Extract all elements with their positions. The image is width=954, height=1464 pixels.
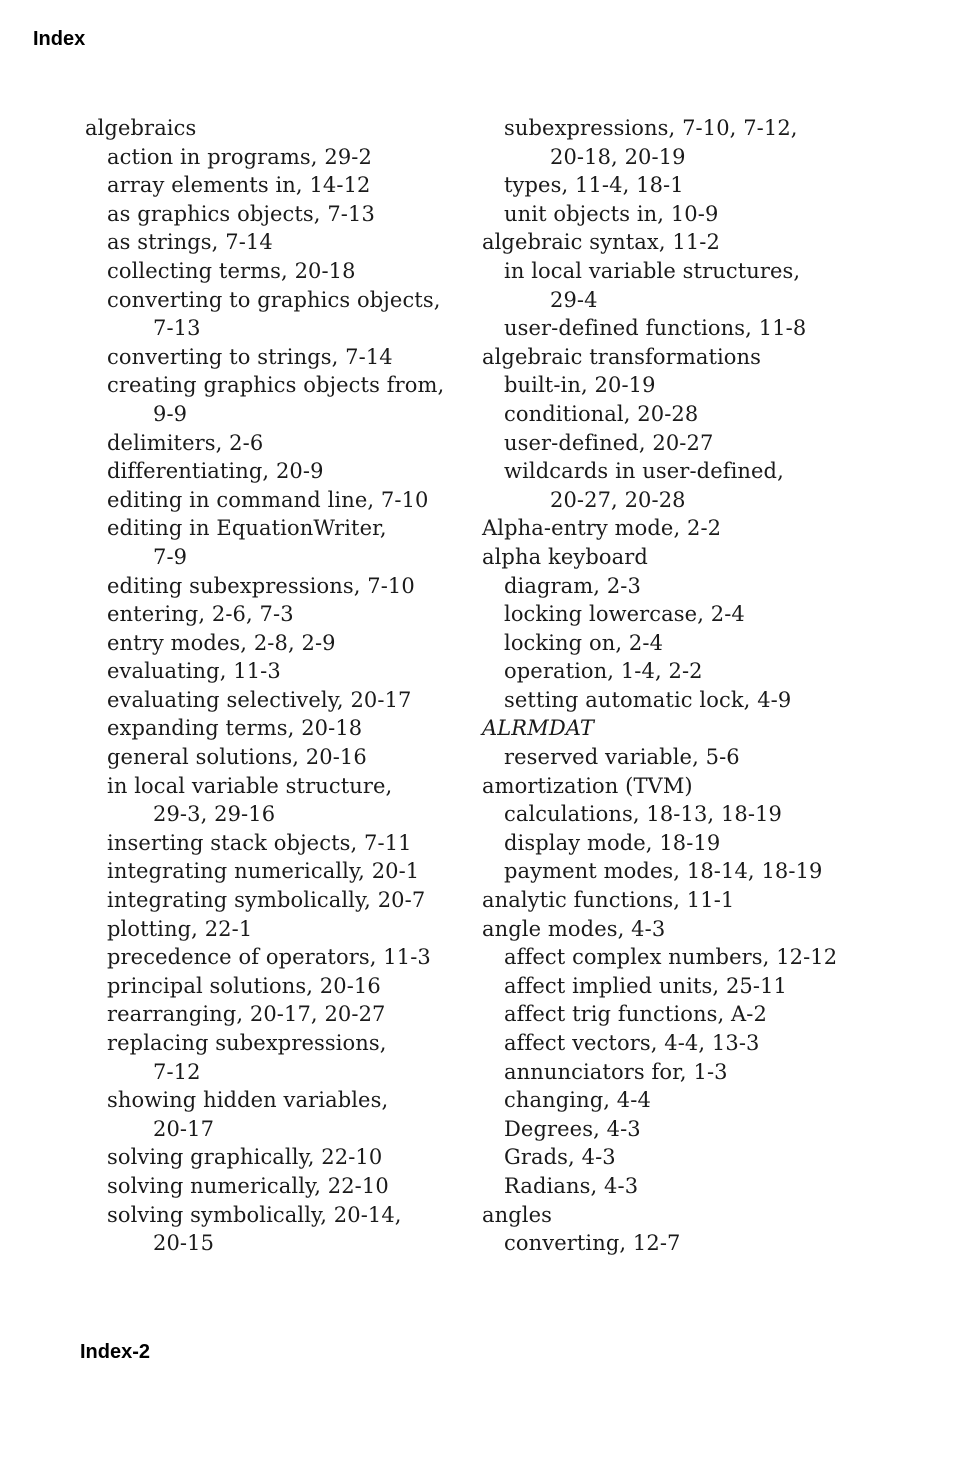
index-subentry: entering, 2-6, 7-3 <box>107 602 294 627</box>
index-subentry: evaluating selectively, 20-17 <box>107 687 412 712</box>
index-subentry: setting automatic lock, 4-9 <box>504 687 792 712</box>
index-subentry: delimiters, 2-6 <box>107 430 264 455</box>
index-subentry: as graphics objects, 7-13 <box>107 201 375 226</box>
index-subentry: principal solutions, 20-16 <box>107 973 381 998</box>
index-subentry: differentiating, 20-9 <box>107 459 324 484</box>
index-subentry: plotting, 22-1 <box>107 916 253 941</box>
index-subentry: conditional, 20-28 <box>504 401 699 426</box>
index-subentry: types, 11-4, 18-1 <box>504 173 684 198</box>
index-continuation: 29-4 <box>550 287 598 312</box>
index-subentry: annunciators for, 1-3 <box>504 1059 728 1084</box>
index-column-right <box>482 114 902 1258</box>
index-entry: algebraic syntax, 11-2 <box>482 230 720 255</box>
index-subentry: as strings, 7-14 <box>107 230 273 255</box>
index-subentry: collecting terms, 20-18 <box>107 258 356 283</box>
index-subentry: display mode, 18-19 <box>504 830 721 855</box>
index-subentry: Degrees, 4-3 <box>504 1116 641 1141</box>
index-subentry: converting, 12-7 <box>504 1231 681 1256</box>
index-subentry: solving graphically, 22-10 <box>107 1145 383 1170</box>
index-entry: ALRMDAT <box>482 716 594 741</box>
index-subentry: creating graphics objects from, <box>107 373 445 398</box>
running-head: Index <box>33 28 86 50</box>
index-subentry: general solutions, 20-16 <box>107 745 367 770</box>
index-entry: algebraics <box>85 116 197 140</box>
index-continuation: 20-18, 20-19 <box>550 144 686 169</box>
index-continuation: 7-12 <box>153 1059 201 1084</box>
index-subentry: diagram, 2-3 <box>504 573 641 598</box>
index-column-left <box>85 114 505 1258</box>
index-entry: alpha keyboard <box>482 544 648 569</box>
index-subentry: precedence of operators, 11-3 <box>107 945 431 970</box>
index-continuation: 7-13 <box>153 316 201 341</box>
index-subentry: reserved variable, 5-6 <box>504 745 740 770</box>
index-subentry: operation, 1-4, 2-2 <box>504 659 703 684</box>
index-continuation: 9-9 <box>153 401 188 426</box>
index-continuation: 20-15 <box>153 1231 215 1256</box>
index-continuation: 7-9 <box>153 544 188 569</box>
index-subentry: wildcards in user-defined, <box>504 459 784 484</box>
index-subentry: action in programs, 29-2 <box>107 144 372 169</box>
index-subentry: showing hidden variables, <box>107 1088 389 1113</box>
index-subentry: affect trig functions, A-2 <box>504 1002 767 1027</box>
index-subentry: solving symbolically, 20-14, <box>107 1202 402 1227</box>
index-subentry: affect vectors, 4-4, 13-3 <box>504 1031 760 1055</box>
index-subentry: affect complex numbers, 12-12 <box>504 945 838 970</box>
index-subentry: rearranging, 20-17, 20-27 <box>107 1002 386 1027</box>
index-continuation: 29-3, 29-16 <box>153 802 276 827</box>
index-subentry: user-defined, 20-27 <box>504 430 714 455</box>
index-subentry: calculations, 18-13, 18-19 <box>504 802 782 827</box>
index-subentry: locking on, 2-4 <box>504 630 664 655</box>
page-number: Index-2 <box>80 1341 151 1363</box>
index-continuation: 20-27, 20-28 <box>550 487 686 512</box>
index-subentry: evaluating, 11-3 <box>107 659 281 684</box>
index-continuation: 20-17 <box>153 1116 215 1141</box>
index-subentry: subexpressions, 7-10, 7-12, <box>504 116 798 140</box>
index-subentry: converting to strings, 7-14 <box>107 344 393 369</box>
index-subentry: expanding terms, 20-18 <box>107 716 363 741</box>
index-subentry: built-in, 20-19 <box>504 373 656 398</box>
index-subentry: editing in EquationWriter, <box>107 516 387 541</box>
index-subentry: entry modes, 2-8, 2-9 <box>107 630 336 655</box>
index-subentry: array elements in, 14-12 <box>107 173 371 198</box>
index-subentry: replacing subexpressions, <box>107 1031 387 1055</box>
index-entry: angles <box>482 1202 553 1227</box>
index-subentry: in local variable structure, <box>107 773 393 798</box>
index-subentry: editing in command line, 7-10 <box>107 487 429 512</box>
index-subentry: in local variable structures, <box>504 258 801 283</box>
index-subentry: Grads, 4-3 <box>504 1145 616 1170</box>
index-subentry: inserting stack objects, 7-11 <box>107 830 412 855</box>
index-subentry: locking lowercase, 2-4 <box>504 602 745 627</box>
index-subentry: Radians, 4-3 <box>504 1173 639 1198</box>
index-entry: analytic functions, 11-1 <box>482 888 735 913</box>
index-entry: angle modes, 4-3 <box>482 916 666 941</box>
index-subentry: integrating numerically, 20-1 <box>107 859 420 884</box>
index-entry: amortization (TVM) <box>482 773 693 798</box>
index-subentry: affect implied units, 25-11 <box>504 973 787 998</box>
index-subentry: editing subexpressions, 7-10 <box>107 573 415 598</box>
index-subentry: changing, 4-4 <box>504 1088 651 1113</box>
index-subentry: converting to graphics objects, <box>107 287 441 312</box>
index-subentry: payment modes, 18-14, 18-19 <box>504 859 823 884</box>
index-subentry: integrating symbolically, 20-7 <box>107 888 426 913</box>
index-entry: Alpha-entry mode, 2-2 <box>482 516 722 541</box>
index-entry: algebraic transformations <box>482 344 762 369</box>
index-subentry: user-defined functions, 11-8 <box>504 316 807 341</box>
index-subentry: solving numerically, 22-10 <box>107 1173 389 1198</box>
index-subentry: unit objects in, 10-9 <box>504 201 719 226</box>
